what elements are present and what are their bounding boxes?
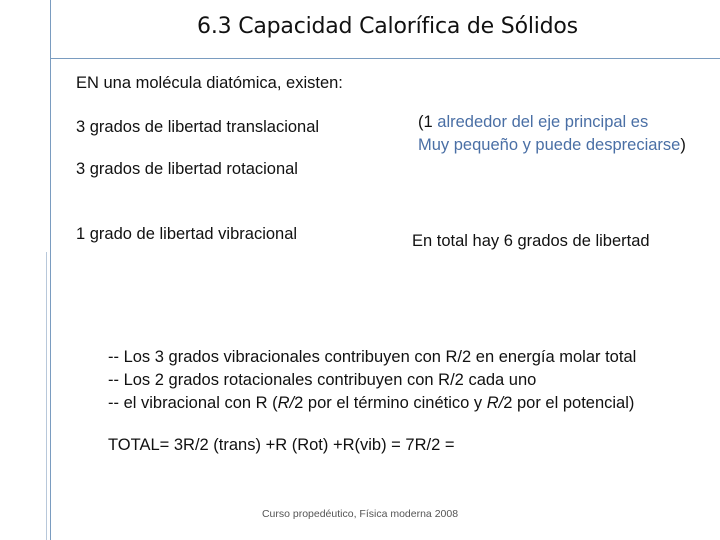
left-rule-secondary — [46, 252, 47, 540]
bullet3-part-a: -- el vibracional con R ( — [108, 394, 278, 412]
bullet3-part-e: 2 por el potencial) — [503, 394, 635, 412]
bullet3-part-d: R/ — [486, 394, 504, 412]
bullet-vibrational: -- Los 3 grados vibracionales contribuyen con R/2 en energía molar total — [108, 348, 637, 366]
note-blue-line-1: alrededor del eje principal es — [437, 113, 649, 131]
bullet-vibrational-detail — [108, 394, 634, 413]
rotational-text: 3 grados de libertad rotacional — [76, 160, 298, 178]
bullet3-part-b: R/ — [277, 394, 295, 412]
bullet3-part-c: 2 por el término cinético y — [294, 394, 487, 412]
note-blue-line-2: Muy pequeño y puede despreciarse — [418, 136, 681, 154]
left-rule — [50, 0, 51, 540]
note-close-paren: ) — [680, 136, 686, 154]
note-open-paren: (1 — [418, 113, 438, 131]
note-line-1 — [418, 113, 648, 132]
title-underline — [50, 58, 720, 59]
total-degrees-text: En total hay 6 grados de libertad — [412, 232, 650, 250]
vibrational-text: 1 grado de libertad vibracional — [76, 225, 298, 243]
slide-footer: Curso propedéutico, Física moderna 2008 — [261, 508, 459, 520]
intro-text: EN una molécula diatómica, existen: — [76, 74, 343, 92]
total-formula: TOTAL= 3R/2 (trans) +R (Rot) +R(vib) = 7R/2 = — [108, 436, 455, 454]
slide-title: 6.3 Capacidad Calorífica de Sólidos — [197, 14, 578, 39]
note-line-2 — [418, 136, 686, 155]
bullet-rotational: -- Los 2 grados rotacionales contribuyen con R/2 cada uno — [108, 371, 537, 389]
translational-text: 3 grados de libertad translacional — [76, 118, 320, 136]
